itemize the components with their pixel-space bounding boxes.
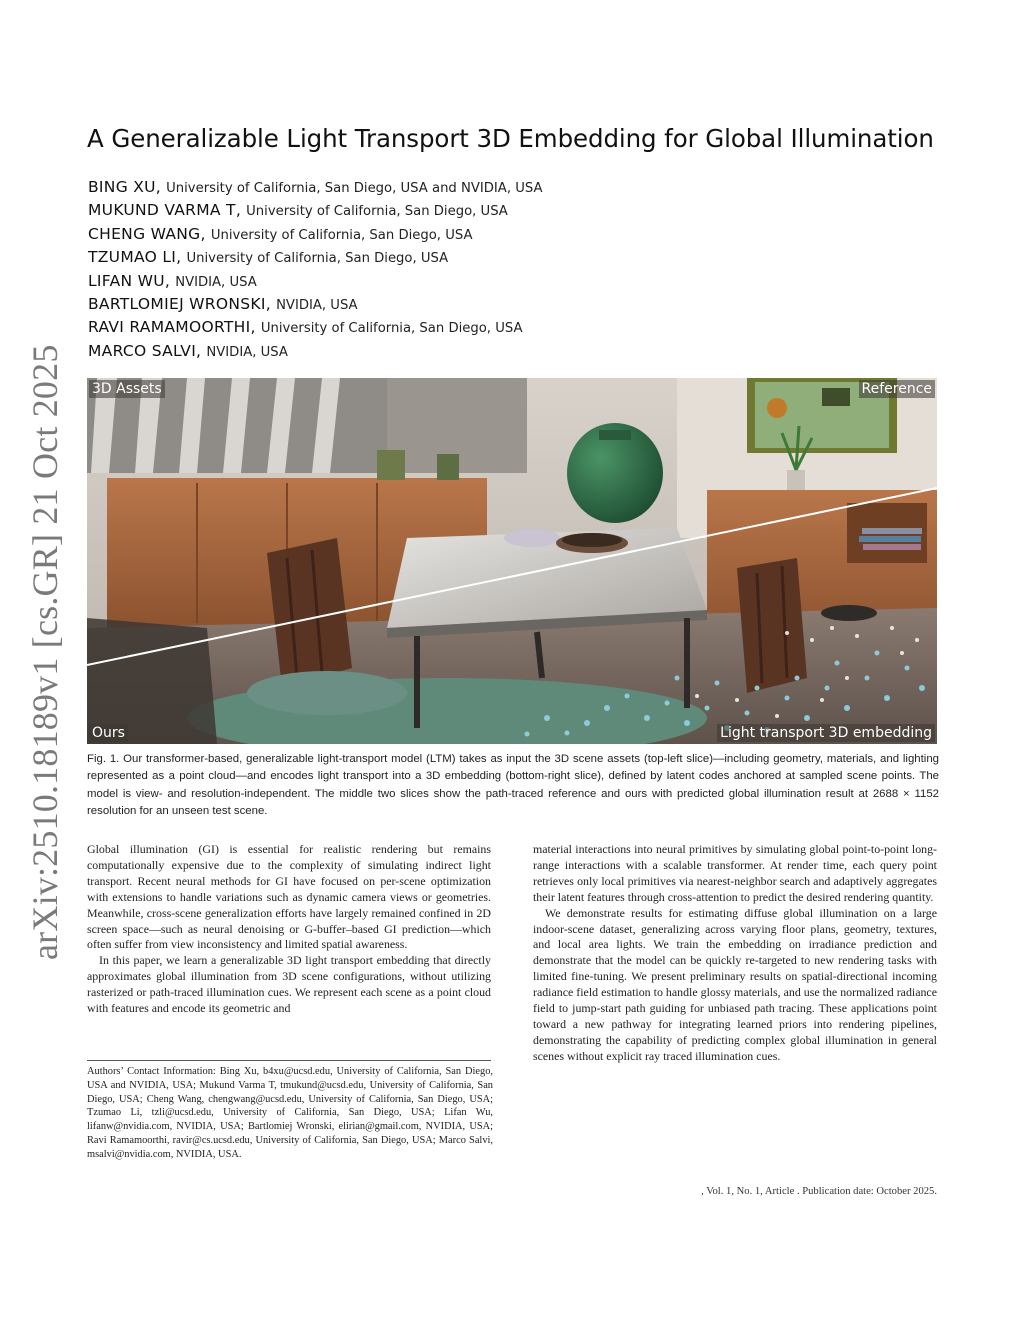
author-entry bbox=[88, 175, 948, 198]
body-paragraph: Global illumination (GI) is essential for realistic rendering but remains computationally expensive due to the complexity of simulating indirect light transport. Recent neural methods for GI have focused on per-scene optimization with extensions to handle variations such as dynamic camera views or geometries. Meanwhile, cross-scene generalization efforts have largely remained confined in 2D screen space—such as neural denoising or G-buffer–based GI prediction—which often suffer from view inconsistency and limited spatial awareness. bbox=[87, 842, 491, 952]
publication-footer: , Vol. 1, No. 1, Article . Publication date: October 2025. bbox=[701, 1186, 937, 1197]
rendered-scene-illustration bbox=[87, 378, 937, 744]
author-name: CHENG WANG, bbox=[88, 224, 206, 243]
label-light-transport-embedding: Light transport 3D embedding bbox=[717, 724, 935, 742]
author-affiliation: University of California, San Diego, USA bbox=[246, 204, 508, 220]
author-name: MARCO SALVI, bbox=[88, 341, 202, 360]
paper-title: A Generalizable Light Transport 3D Embedding for Global Illumination bbox=[87, 124, 934, 153]
body-paragraph: In this paper, we learn a generalizable 3D light transport embedding that directly approximates global illumination from 3D scene configurations, without utilizing rasterized or path-traced illumination cues. We represent each scene as a point cloud with features and encode its geometric and bbox=[87, 953, 491, 1016]
body-paragraph: material interactions into neural primitives by simulating global point-to-point long-range interactions with a scalable transformer. At render time, each query point retrieves only local primitives via nearest-neighbor search and adaptively aggregates their latent features through cross-attention to predict the desired rendering quantity. bbox=[533, 842, 937, 904]
author-entry bbox=[88, 315, 948, 338]
author-affiliation: University of California, San Diego, USA bbox=[210, 227, 473, 243]
footnote-divider bbox=[87, 1060, 491, 1061]
author-name: LIFAN WU, bbox=[88, 271, 171, 290]
author-affiliation: University of California, San Diego, USA and NVIDIA, USA bbox=[166, 181, 543, 196]
body-column-right bbox=[533, 842, 937, 1065]
author-contact-footnote: Authors’ Contact Information: Bing Xu, b4xu@ucsd.edu, University of California, San Diego, USA and NVIDIA, USA; Mukund Varma T, tmukund@ucsd.edu, University of California, San Diego, USA; Cheng Wang, chengwang@ucsd.edu, University of California, San Diego, USA; Tzumao Li, tzli@ucsd.edu, University of California, San Diego, USA; Lifan Wu, lifanw@nvidia.com, NVIDIA, USA; Bartlomiej Wronski, elirian@gmail.com, NVIDIA, USA; Ravi Ramamoorthi, ravir@cs.ucsd.edu, University of California, San Diego, USA; Marco Salvi, msalvi@nvidia.com, NVIDIA, USA. bbox=[87, 1066, 493, 1160]
label-reference: Reference bbox=[859, 380, 936, 398]
author-name: TZUMAO LI, bbox=[88, 248, 182, 267]
author-list bbox=[88, 175, 948, 362]
author-affiliation: NVIDIA, USA bbox=[276, 297, 358, 313]
author-entry bbox=[88, 245, 948, 268]
author-name: RAVI RAMAMOORTHI, bbox=[88, 318, 256, 337]
author-entry bbox=[88, 198, 948, 221]
author-name: MUKUND VARMA T, bbox=[88, 201, 242, 220]
author-entry bbox=[88, 269, 948, 292]
author-entry bbox=[88, 222, 948, 245]
label-3d-assets: 3D Assets bbox=[89, 380, 165, 398]
author-entry bbox=[88, 339, 948, 362]
figure-caption: Fig. 1. Our transformer-based, generalizable light-transport model (LTM) takes as input the 3D scene assets (top-left slice)—including geometry, materials, and lighting represented as a point cloud—and encodes light transport into a 3D embedding (bottom-right slice), defined by latent codes anchored at sampled scene points. The model is view- and resolution-independent. The middle two slices show the path-traced reference and ours with predicted global illumination result at 2688 × 1152 resolution for an unseen test scene. bbox=[87, 753, 939, 817]
teaser-figure bbox=[87, 378, 937, 744]
author-entry bbox=[88, 292, 948, 315]
author-name: BING XU, bbox=[88, 178, 162, 196]
author-affiliation: NVIDIA, USA bbox=[206, 344, 288, 360]
label-ours: Ours bbox=[89, 724, 128, 742]
arxiv-watermark: arXiv:2510.18189v1 [cs.GR] 21 Oct 2025 bbox=[25, 344, 65, 960]
author-affiliation: University of California, San Diego, USA bbox=[186, 251, 449, 267]
body-column-left bbox=[87, 842, 491, 1017]
author-affiliation: NVIDIA, USA bbox=[175, 274, 257, 290]
author-name: BARTLOMIEJ WRONSKI, bbox=[88, 294, 271, 313]
author-affiliation: University of California, San Diego, USA bbox=[260, 321, 523, 337]
body-paragraph: We demonstrate results for estimating diffuse global illumination on a large indoor-scene dataset, generalizing across varying floor plans, geometry, textures, and local area lights. We train the embedding on irradiance prediction and demonstrate that the model can be quickly re-targeted to new rendering tasks with limited fine-tuning. We present preliminary results on spatial-directional incoming radiance field estimation to handle glossy materials, and use the normalized radiance field to jump-start path guiding for unbiased path tracing. These applications point toward a new pathway for integrating learned priors into rendering pipelines, demonstrating the capability of predicting complex global illumination in general scenes without explicit ray traced illumination cues. bbox=[533, 905, 937, 1063]
